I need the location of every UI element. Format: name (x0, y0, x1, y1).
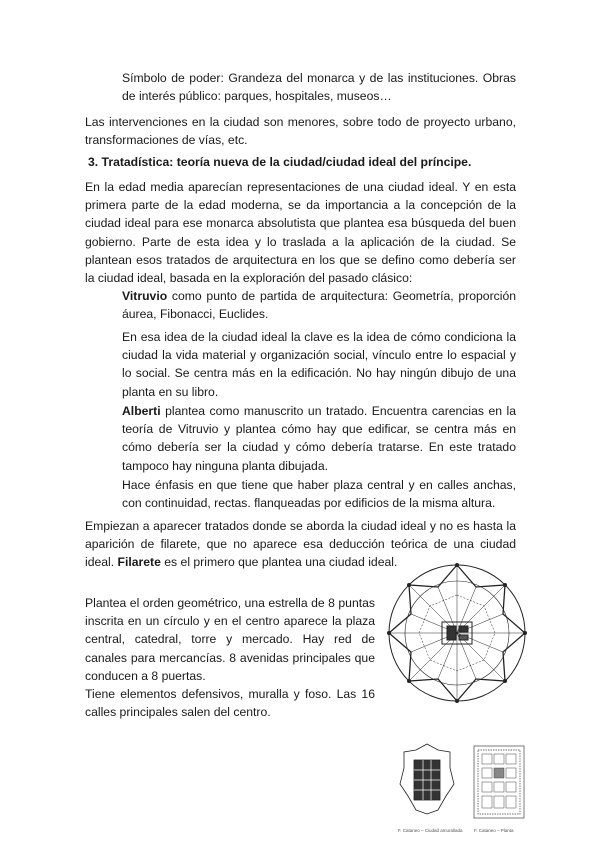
name-alberti: Alberti (122, 404, 161, 418)
paragraph-geometric-order: Plantea el orden geométrico, una estrella de 8 puntas inscrita en un círculo y en el centro aparece la plaza central, catedral, torre y mercado. Hay red de canales para mercancías. 8 avenidas principales que conducen a 8 puertas. (85, 596, 375, 683)
paragraph-ideal-city-intro: En la edad media aparecían representaciones de una ciudad ideal. Y en esta primera parte de la edad moderna, se da importancia a la concepción de la ciudad ideal para ese monarca absolutista que plantea esa búsqueda del buen gobierno. Parte de esta idea y lo traslada a la aplicación de la ciudad. Se plantean esos tratados de arquitectura en los que se defino como debería ser la ciudad ideal, basada en la exploración del pasado clásico: (85, 180, 516, 286)
paragraph-filarete-intro: Empiezan a aparecer tratados donde se aborda la ciudad ideal y no es hasta la aparición de filarete, que no aparece esa deducción teórica de una ciudad ideal. Filarete es el primero que plantea una ciudad ideal. (85, 519, 516, 570)
name-filarete: Filarete (117, 555, 161, 570)
filarete-star-plan-figure (387, 560, 527, 706)
paragraph-plaza-emphasis: Hace énfasis en que tiene que haber plaza central y en calles anchas, con continuidad, rectas. flanqueadas por edificios de la misma altura. (122, 478, 516, 511)
grid-city-plan-figure (470, 740, 528, 830)
paragraph-defensive: Tiene elementos defensivos, muralla y foso. Las 16 calles principales salen del centro. (85, 687, 375, 720)
section-heading: 3. Tratadística: teoría nueva de la ciudad/ciudad ideal del príncipe. (88, 155, 472, 169)
paragraph-vitruvio: Vitruvio como punto de partida de arquitectura: Geometría, proporción áurea, Fibonacci, Euclides. (122, 289, 516, 322)
paragraph-symbol-power: Símbolo de poder: Grandeza del monarca y de las instituciones. Obras de interés público: parques, hospitales, museos… (122, 71, 516, 104)
paragraph-ideal-city-key: En esa idea de la ciudad ideal la clave es la idea de cómo condiciona la ciudad la vida material y organización social, vínculo entre lo espacial y lo social. Se centra más en la edificación. No hay ningún dibujo de una planta en su libro. (122, 330, 516, 399)
paragraph-interventions: Las intervenciones en la ciudad son menores, sobre todo de proyecto urbano, transformaciones de vías, etc. (85, 115, 516, 148)
paragraph-alberti: Alberti plantea como manuscrito un tratado. Encuentra carencias en la teoría de Vitruvio y plantea cómo hay que edificar, se centra más en cómo debería ser la ciudad y cómo debería tratarse. En este tratado tampoco hay ninguna planta dibujada. (122, 404, 516, 473)
figure-caption-2: F. Cataneo – Planta (474, 828, 514, 833)
figure-caption-1: F. Cataneo – Ciudad amurallada (398, 828, 463, 833)
name-vitruvio: Vitruvio (122, 289, 168, 303)
fortified-city-plan-figure (398, 740, 456, 830)
